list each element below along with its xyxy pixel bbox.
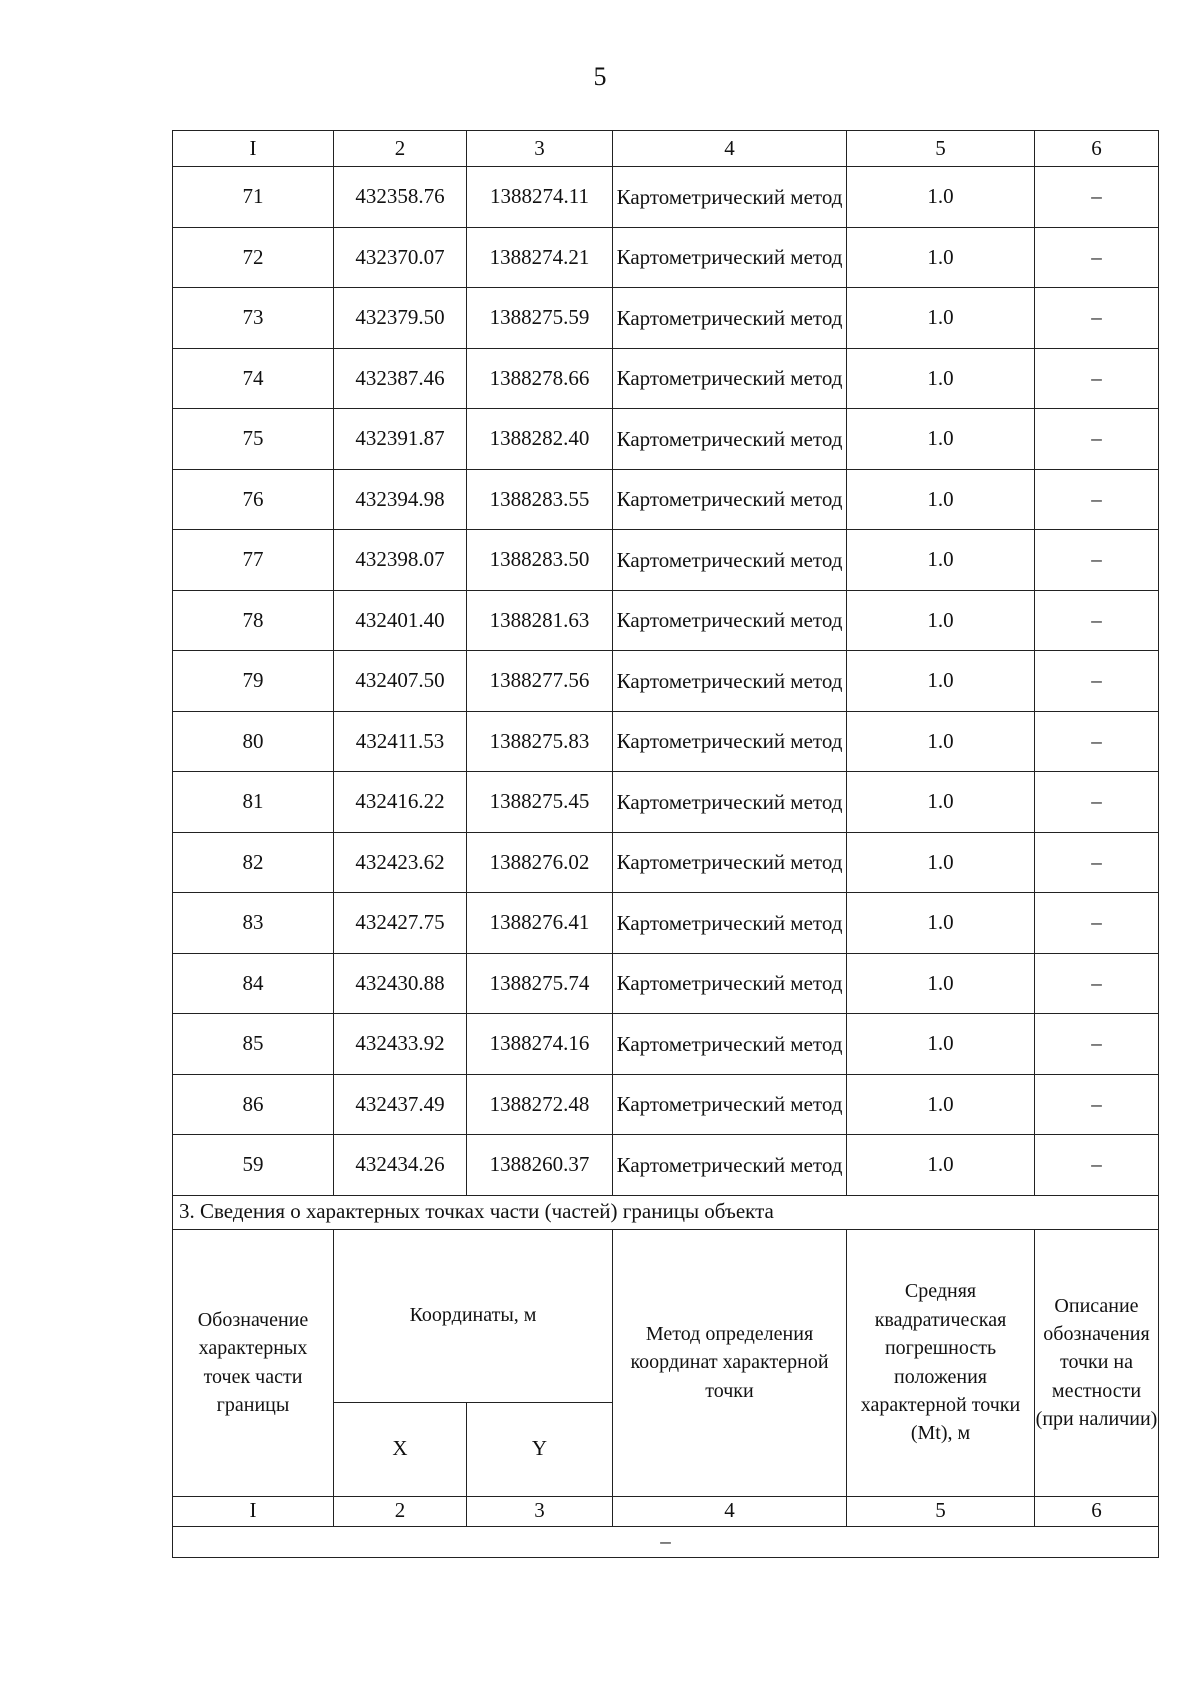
column-number: 4 <box>613 1496 847 1526</box>
table-row <box>173 893 1159 954</box>
table-row <box>173 772 1159 833</box>
column-number: 2 <box>334 1496 467 1526</box>
description-cell: – <box>1035 1014 1159 1075</box>
coord-y: 1388275.59 <box>467 288 613 349</box>
coord-x: 432401.40 <box>334 590 467 651</box>
table-row <box>173 530 1159 591</box>
method-cell: Картометрический метод <box>613 1074 847 1135</box>
accuracy-cell: 1.0 <box>847 530 1035 591</box>
coord-x: 432398.07 <box>334 530 467 591</box>
coord-y: 1388272.48 <box>467 1074 613 1135</box>
table-row <box>173 227 1159 288</box>
section-title-row <box>173 1195 1159 1229</box>
description-cell: – <box>1035 227 1159 288</box>
header-x: X <box>334 1402 467 1496</box>
point-id: 78 <box>173 590 334 651</box>
coord-y: 1388275.83 <box>467 711 613 772</box>
description-cell: – <box>1035 1074 1159 1135</box>
accuracy-cell: 1.0 <box>847 953 1035 1014</box>
method-cell: Картометрический метод <box>613 469 847 530</box>
section-title: 3. Сведения о характерных точках части (частей) границы объекта <box>173 1195 1159 1229</box>
method-cell: Картометрический метод <box>613 651 847 712</box>
accuracy-cell: 1.0 <box>847 832 1035 893</box>
point-id: 77 <box>173 530 334 591</box>
accuracy-cell: 1.0 <box>847 1014 1035 1075</box>
coord-y: 1388274.21 <box>467 227 613 288</box>
boundary-points-table <box>172 130 1159 1558</box>
point-id: 85 <box>173 1014 334 1075</box>
header-method: Метод определения координат характерной точки <box>613 1229 847 1496</box>
coord-x: 432391.87 <box>334 409 467 470</box>
point-id: 72 <box>173 227 334 288</box>
description-cell: – <box>1035 409 1159 470</box>
table-row <box>173 409 1159 470</box>
description-cell: – <box>1035 530 1159 591</box>
description-cell: – <box>1035 953 1159 1014</box>
accuracy-cell: 1.0 <box>847 409 1035 470</box>
column-number: 6 <box>1035 131 1159 167</box>
description-cell: – <box>1035 590 1159 651</box>
coord-y: 1388274.16 <box>467 1014 613 1075</box>
coord-y: 1388281.63 <box>467 590 613 651</box>
coord-x: 432434.26 <box>334 1135 467 1196</box>
header-description: Описание обозначения точки на местности (при наличии) <box>1035 1229 1159 1496</box>
coord-x: 432423.62 <box>334 832 467 893</box>
table-row <box>173 348 1159 409</box>
table-row <box>173 651 1159 712</box>
method-cell: Картометрический метод <box>613 590 847 651</box>
table-row <box>173 590 1159 651</box>
accuracy-cell: 1.0 <box>847 651 1035 712</box>
column-number: I <box>173 1496 334 1526</box>
column-number: 5 <box>847 131 1035 167</box>
accuracy-cell: 1.0 <box>847 590 1035 651</box>
header-accuracy: Средняя квадратическая погрешность положения характерной точки (Mt), м <box>847 1229 1035 1496</box>
point-id: 80 <box>173 711 334 772</box>
accuracy-cell: 1.0 <box>847 772 1035 833</box>
coord-x: 432387.46 <box>334 348 467 409</box>
description-cell: – <box>1035 651 1159 712</box>
coord-x: 432427.75 <box>334 893 467 954</box>
point-id: 84 <box>173 953 334 1014</box>
coord-y: 1388276.02 <box>467 832 613 893</box>
column-number: 6 <box>1035 1496 1159 1526</box>
section3-column-number-row <box>173 1496 1159 1526</box>
description-cell: – <box>1035 893 1159 954</box>
table-row <box>173 288 1159 349</box>
method-cell: Картометрический метод <box>613 167 847 228</box>
accuracy-cell: 1.0 <box>847 227 1035 288</box>
coord-x: 432394.98 <box>334 469 467 530</box>
point-id: 59 <box>173 1135 334 1196</box>
coord-x: 432358.76 <box>334 167 467 228</box>
point-id: 74 <box>173 348 334 409</box>
method-cell: Картометрический метод <box>613 711 847 772</box>
coord-x: 432379.50 <box>334 288 467 349</box>
column-number: 2 <box>334 131 467 167</box>
description-cell: – <box>1035 711 1159 772</box>
page-number: 5 <box>593 62 607 91</box>
description-cell: – <box>1035 348 1159 409</box>
accuracy-cell: 1.0 <box>847 167 1035 228</box>
coord-y: 1388278.66 <box>467 348 613 409</box>
column-number: 5 <box>847 1496 1035 1526</box>
point-id: 76 <box>173 469 334 530</box>
method-cell: Картометрический метод <box>613 348 847 409</box>
method-cell: Картометрический метод <box>613 772 847 833</box>
description-cell: – <box>1035 832 1159 893</box>
table-row <box>173 832 1159 893</box>
description-cell: – <box>1035 772 1159 833</box>
table-row <box>173 167 1159 228</box>
coord-y: 1388275.45 <box>467 772 613 833</box>
table-row <box>173 1074 1159 1135</box>
coord-y: 1388260.37 <box>467 1135 613 1196</box>
description-cell: – <box>1035 469 1159 530</box>
header-y: Y <box>467 1402 613 1496</box>
method-cell: Картометрический метод <box>613 288 847 349</box>
column-number: I <box>173 131 334 167</box>
table-row <box>173 1014 1159 1075</box>
point-id: 86 <box>173 1074 334 1135</box>
point-id: 75 <box>173 409 334 470</box>
accuracy-cell: 1.0 <box>847 469 1035 530</box>
point-id: 79 <box>173 651 334 712</box>
point-id: 81 <box>173 772 334 833</box>
coord-y: 1388282.40 <box>467 409 613 470</box>
coord-y: 1388277.56 <box>467 651 613 712</box>
accuracy-cell: 1.0 <box>847 711 1035 772</box>
point-id: 83 <box>173 893 334 954</box>
coord-y: 1388283.55 <box>467 469 613 530</box>
coord-y: 1388276.41 <box>467 893 613 954</box>
coord-y: 1388274.11 <box>467 167 613 228</box>
header-coordinates: Координаты, м <box>334 1229 613 1402</box>
empty-value: – <box>173 1526 1159 1557</box>
method-cell: Картометрический метод <box>613 1014 847 1075</box>
method-cell: Картометрический метод <box>613 227 847 288</box>
coord-y: 1388275.74 <box>467 953 613 1014</box>
description-cell: – <box>1035 288 1159 349</box>
column-number: 3 <box>467 131 613 167</box>
column-number: 3 <box>467 1496 613 1526</box>
coord-x: 432411.53 <box>334 711 467 772</box>
accuracy-cell: 1.0 <box>847 288 1035 349</box>
point-id: 71 <box>173 167 334 228</box>
accuracy-cell: 1.0 <box>847 1074 1035 1135</box>
point-id: 82 <box>173 832 334 893</box>
method-cell: Картометрический метод <box>613 953 847 1014</box>
coord-x: 432370.07 <box>334 227 467 288</box>
table-row <box>173 1135 1159 1196</box>
description-cell: – <box>1035 1135 1159 1196</box>
coord-x: 432430.88 <box>334 953 467 1014</box>
accuracy-cell: 1.0 <box>847 348 1035 409</box>
method-cell: Картометрический метод <box>613 893 847 954</box>
section3-header-row <box>173 1229 1159 1402</box>
description-cell: – <box>1035 167 1159 228</box>
accuracy-cell: 1.0 <box>847 893 1035 954</box>
column-number-row <box>173 131 1159 167</box>
coord-x: 432437.49 <box>334 1074 467 1135</box>
method-cell: Картометрический метод <box>613 409 847 470</box>
method-cell: Картометрический метод <box>613 530 847 591</box>
point-id: 73 <box>173 288 334 349</box>
section3-empty-row <box>173 1526 1159 1557</box>
coord-x: 432407.50 <box>334 651 467 712</box>
table-row <box>173 953 1159 1014</box>
table-row <box>173 469 1159 530</box>
accuracy-cell: 1.0 <box>847 1135 1035 1196</box>
coord-x: 432416.22 <box>334 772 467 833</box>
table-row <box>173 711 1159 772</box>
method-cell: Картометрический метод <box>613 1135 847 1196</box>
coord-x: 432433.92 <box>334 1014 467 1075</box>
header-point-designation: Обозначение характерных точек части границы <box>173 1229 334 1496</box>
method-cell: Картометрический метод <box>613 832 847 893</box>
column-number: 4 <box>613 131 847 167</box>
coord-y: 1388283.50 <box>467 530 613 591</box>
